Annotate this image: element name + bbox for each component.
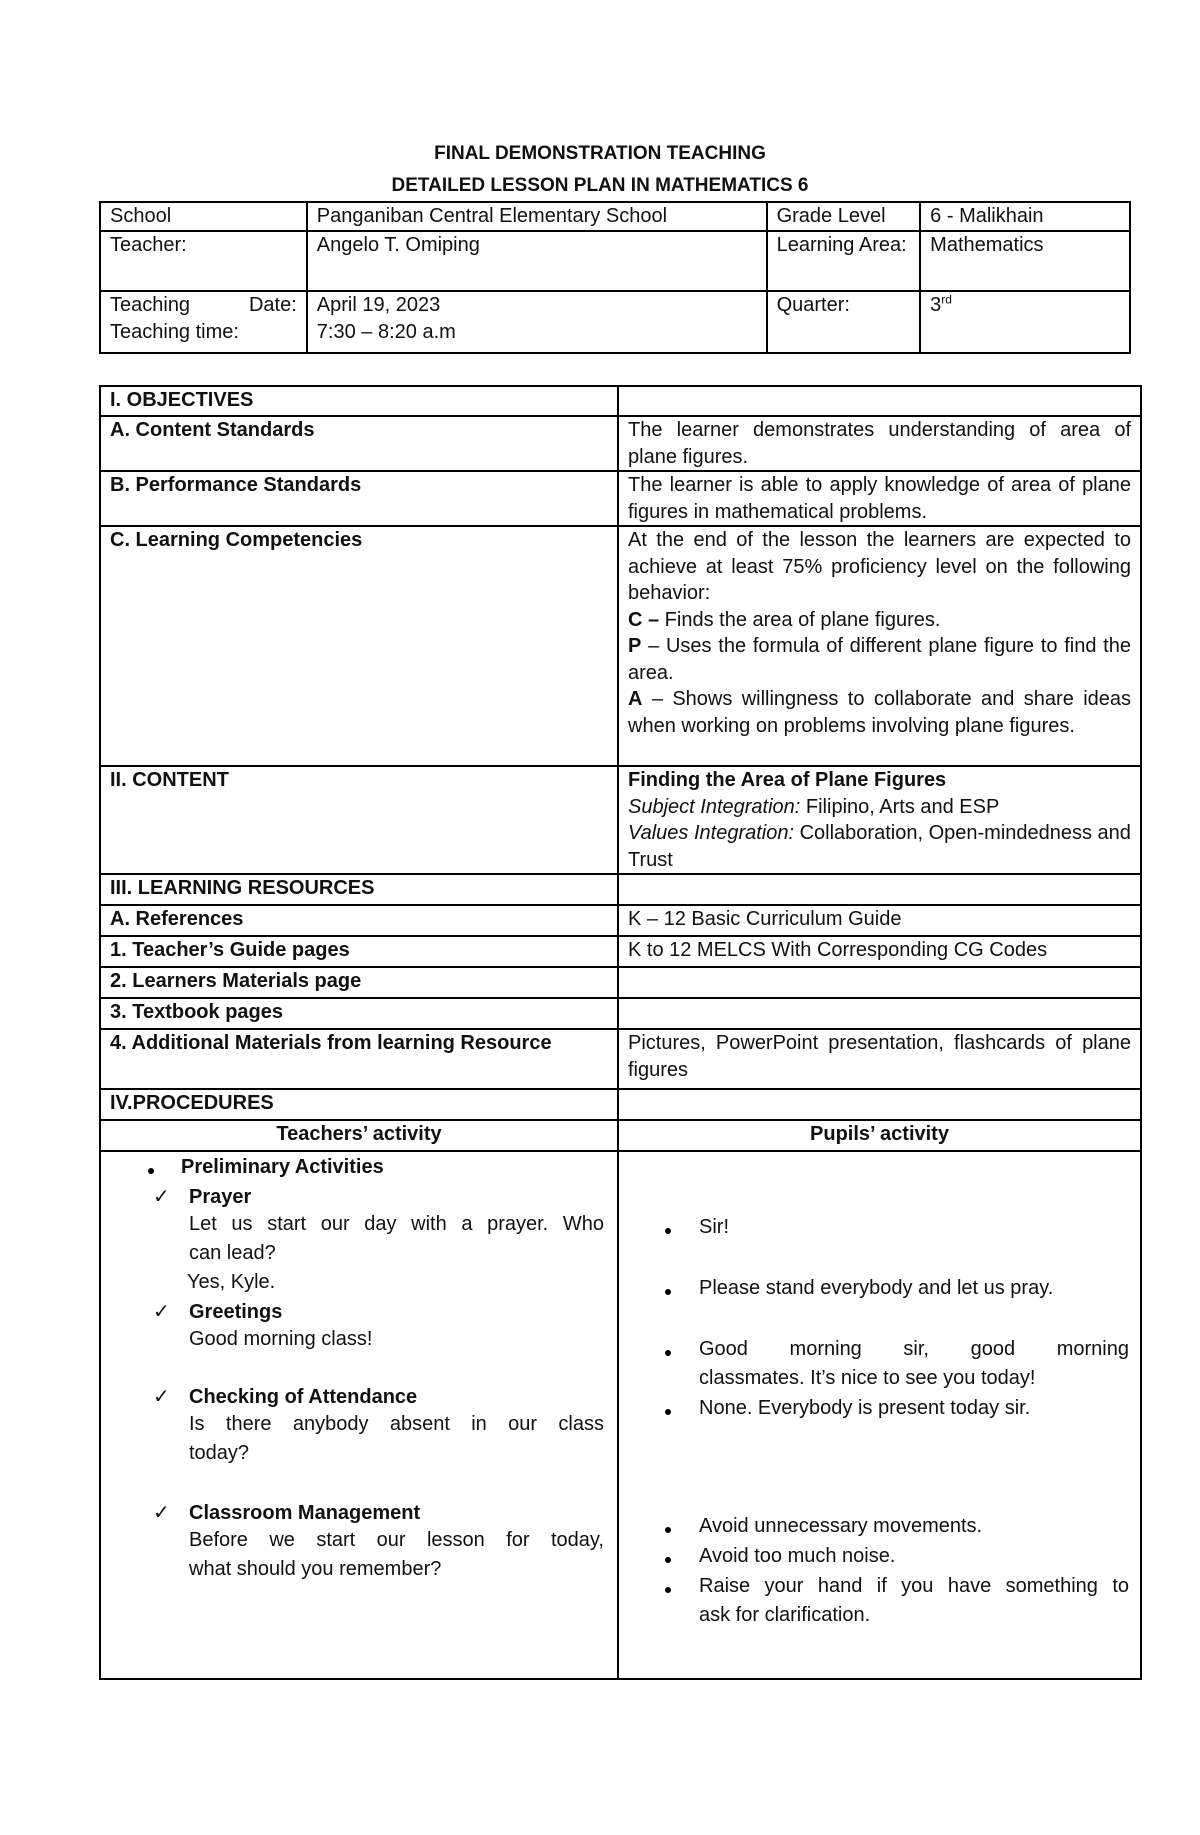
competency-c-text: Finds the area of plane figures. bbox=[659, 608, 941, 631]
pupil-response-5: Avoid unnecessary movements. bbox=[699, 1515, 983, 1537]
check-icon: ✓ bbox=[153, 1301, 170, 1323]
competency-p-key: P bbox=[628, 635, 642, 657]
subject-integration bbox=[628, 794, 1131, 821]
management-line1: Before we start our lesson for today, bbox=[189, 1529, 604, 1551]
competency-c-key: C – bbox=[628, 608, 660, 631]
check-icon: ✓ bbox=[153, 1502, 170, 1524]
bullet-icon bbox=[665, 1527, 671, 1533]
references-value: K – 12 Basic Curriculum Guide bbox=[618, 905, 1141, 936]
values-integration bbox=[628, 820, 1131, 873]
preliminary-activities: Preliminary Activities bbox=[181, 1156, 384, 1178]
bullet-icon bbox=[665, 1228, 671, 1234]
pupil-response-2: Please stand everybody and let us pray. bbox=[699, 1277, 1054, 1299]
pupil-response-3-line2: classmates. It’s nice to see you today! bbox=[699, 1367, 1036, 1389]
prayer-heading: Prayer bbox=[189, 1186, 252, 1208]
prayer-line1: Let us start our day with a prayer. Who bbox=[189, 1213, 604, 1235]
content-standards-value: The learner demonstrates understanding of area of plane figures. bbox=[618, 416, 1141, 471]
bullet-icon bbox=[665, 1350, 671, 1356]
learners-materials-label: 2. Learners Materials page bbox=[100, 967, 618, 998]
management-line2: what should you remember? bbox=[189, 1558, 442, 1580]
attendance-line2: today? bbox=[189, 1442, 250, 1464]
competency-psychomotor bbox=[628, 633, 1131, 686]
grade-label: Grade Level bbox=[767, 202, 921, 231]
teachers-activity-heading: Teachers’ activity bbox=[100, 1120, 618, 1151]
empty-cell bbox=[618, 386, 1141, 416]
bullet-icon bbox=[148, 1168, 154, 1174]
pupil-response-7-line2: ask for clarification. bbox=[699, 1604, 871, 1626]
title-lesson-plan: DETAILED LESSON PLAN IN MATHEMATICS 6 bbox=[391, 175, 809, 196]
content-value bbox=[618, 766, 1141, 874]
time-label: Teaching time: bbox=[110, 321, 239, 343]
content-standards-label: A. Content Standards bbox=[100, 416, 618, 471]
quarter-number: 3 bbox=[930, 294, 942, 316]
performance-standards-value: The learner is able to apply knowledge of area of plane figures in mathematical problems. bbox=[618, 471, 1141, 526]
empty-cell bbox=[618, 998, 1141, 1029]
pupil-response-4: None. Everybody is present today sir. bbox=[699, 1397, 1031, 1419]
bullet-icon bbox=[665, 1289, 671, 1295]
competency-a-key: A bbox=[628, 688, 643, 710]
teacher-value: Angelo T. Omiping bbox=[307, 231, 767, 291]
pupil-response-6: Avoid too much noise. bbox=[699, 1545, 896, 1567]
lesson-plan-table bbox=[99, 385, 1142, 1680]
competency-a-text: – Shows willingness to collaborate and share ideas when working on problems involving plane figures. bbox=[628, 688, 1131, 737]
content-title: Finding the Area of Plane Figures bbox=[628, 769, 947, 791]
area-label: Learning Area: bbox=[767, 231, 921, 291]
date-time-label bbox=[100, 291, 307, 353]
empty-cell bbox=[618, 967, 1141, 998]
bullet-icon bbox=[665, 1587, 671, 1593]
pupil-response-7-line1: Raise your hand if you have something to bbox=[699, 1575, 1129, 1597]
grade-value: 6 - Malikhain bbox=[920, 202, 1130, 231]
info-table bbox=[99, 201, 1131, 354]
date-time-value bbox=[307, 291, 767, 353]
content-label: II. CONTENT bbox=[100, 766, 618, 874]
pupil-response-3-line1: Good morning sir, good morning bbox=[699, 1338, 1129, 1360]
prayer-line3: Yes, Kyle. bbox=[187, 1271, 276, 1293]
competency-p-text: – Uses the formula of different plane figure to find the area. bbox=[628, 635, 1131, 684]
school-label: School bbox=[100, 202, 307, 231]
competency-cognitive bbox=[628, 607, 1131, 634]
management-heading: Classroom Management bbox=[189, 1502, 421, 1524]
competencies-value bbox=[618, 526, 1141, 766]
performance-standards-label: B. Performance Standards bbox=[100, 471, 618, 526]
objectives-heading: I. OBJECTIVES bbox=[100, 386, 618, 416]
references-label: A. References bbox=[100, 905, 618, 936]
check-icon: ✓ bbox=[153, 1186, 170, 1208]
quarter-suffix: rd bbox=[941, 292, 952, 307]
teachers-guide-value: K to 12 MELCS With Corresponding CG Codes bbox=[618, 936, 1141, 967]
area-value: Mathematics bbox=[920, 231, 1130, 291]
teachers-guide-label: 1. Teacher’s Guide pages bbox=[100, 936, 618, 967]
competency-affective bbox=[628, 686, 1131, 739]
pupils-activity-heading: Pupils’ activity bbox=[618, 1120, 1141, 1151]
resources-heading: III. LEARNING RESOURCES bbox=[100, 874, 618, 905]
quarter-label: Quarter: bbox=[767, 291, 921, 353]
values-integration-value: Collaboration, Open-mindedness and Trust bbox=[628, 822, 1131, 871]
pupils-activity-cell bbox=[618, 1151, 1141, 1679]
title-final-demonstration: FINAL DEMONSTRATION TEACHING bbox=[434, 143, 766, 164]
greetings-heading: Greetings bbox=[189, 1301, 283, 1323]
check-icon: ✓ bbox=[153, 1386, 170, 1408]
bullet-icon bbox=[665, 1409, 671, 1415]
teachers-activity-cell bbox=[100, 1151, 618, 1679]
pupil-response-1: Sir! bbox=[699, 1216, 729, 1238]
procedures-heading: IV.PROCEDURES bbox=[100, 1089, 618, 1120]
teacher-label: Teacher: bbox=[100, 231, 307, 291]
competencies-label: C. Learning Competencies bbox=[100, 526, 618, 766]
bullet-icon bbox=[665, 1557, 671, 1563]
competencies-intro: At the end of the lesson the learners are expected to achieve at least 75% proficiency level on the following behavior: bbox=[628, 529, 1131, 604]
date-value: April 19, 2023 bbox=[316, 294, 441, 316]
prayer-line2: can lead? bbox=[189, 1242, 276, 1264]
subject-integration-key: Subject Integration: bbox=[628, 795, 801, 818]
values-integration-key: Values Integration: bbox=[628, 822, 795, 844]
attendance-line1: Is there anybody absent in our class bbox=[189, 1413, 604, 1435]
subject-integration-value: Filipino, Arts and ESP bbox=[800, 795, 1000, 818]
time-value: 7:30 – 8:20 a.m bbox=[316, 321, 456, 343]
additional-materials-label: 4. Additional Materials from learning Resource bbox=[100, 1029, 618, 1089]
empty-cell bbox=[618, 1089, 1141, 1120]
quarter-value bbox=[920, 291, 1130, 353]
empty-cell bbox=[618, 874, 1141, 905]
additional-materials-value: Pictures, PowerPoint presentation, flashcards of plane figures bbox=[618, 1029, 1141, 1089]
date-label-a: Teaching bbox=[110, 294, 191, 316]
textbook-pages-label: 3. Textbook pages bbox=[100, 998, 618, 1029]
greetings-line1: Good morning class! bbox=[189, 1328, 373, 1350]
date-label-b: Date: bbox=[248, 294, 297, 316]
school-value: Panganiban Central Elementary School bbox=[307, 202, 767, 231]
attendance-heading: Checking of Attendance bbox=[189, 1386, 418, 1408]
